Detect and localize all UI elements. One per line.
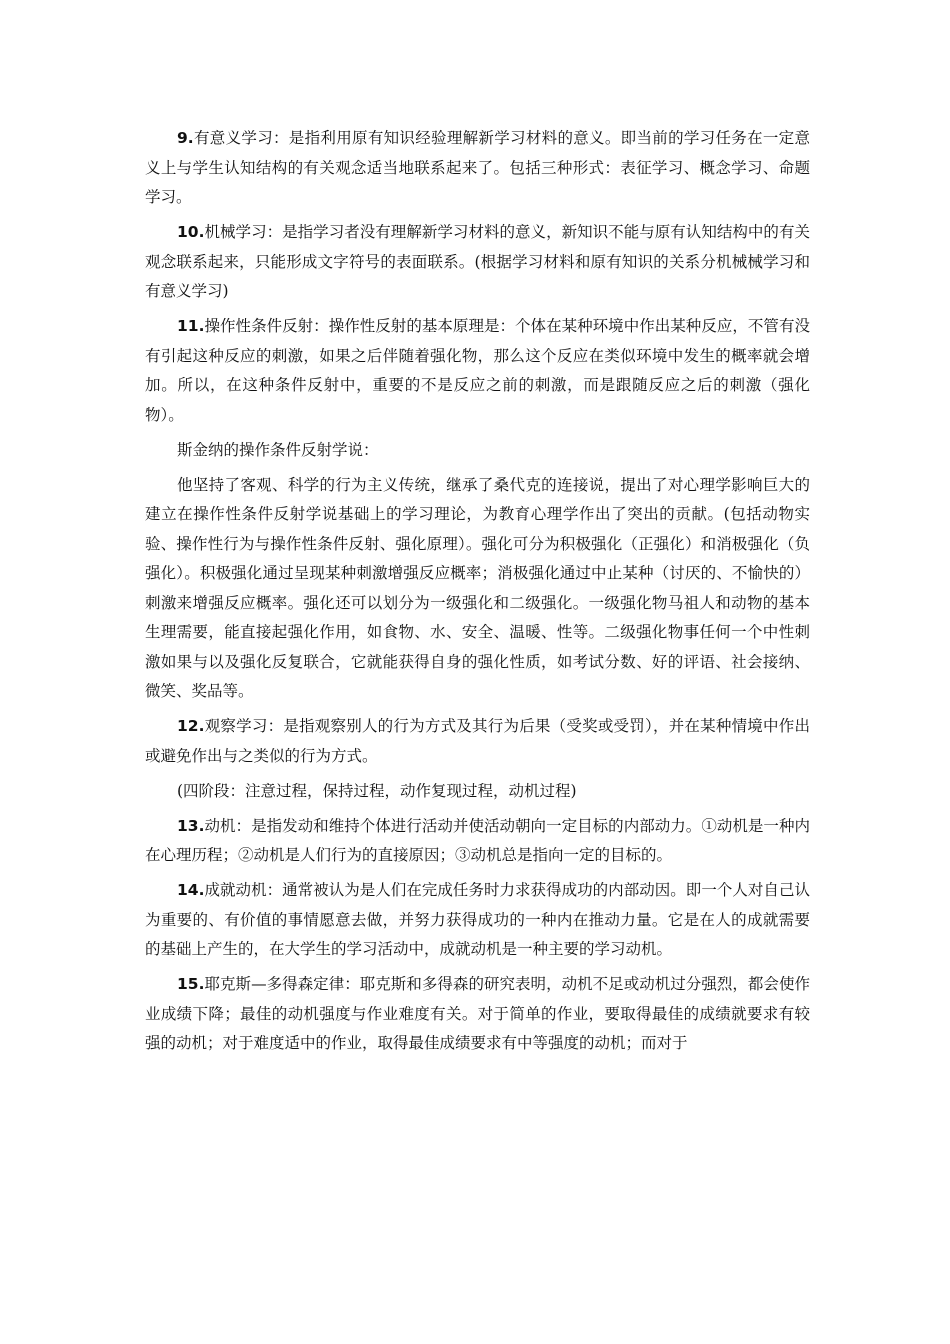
paragraph-text: 观察学习：是指观察别人的行为方式及其行为后果（受奖或受罚），并在某种情境中作出或避免作出与之类似的行为方式。 [145,717,810,765]
paragraph-text: 斯金纳的操作条件反射学说： [177,440,379,459]
paragraph-text: 耶克斯—多得森定律：耶克斯和多得森的研究表明，动机不足或动机过分强烈，都会使作业成绩下降；最佳的动机强度与作业难度有关。对于简单的作业，要取得最佳的成绩就要求有较强的动机；对于难度适中的作业，取得最佳成绩要求有中等强度的动机；而对于 [145,975,810,1052]
paragraph-12 [145,712,810,771]
paragraph-text: 动机：是指发动和维持个体进行活动并使活动朝向一定目标的内部动力。①动机是一种内在心理历程；②动机是人们行为的直接原因；③动机总是指向一定的目标的。 [145,816,810,864]
paragraph-text: 成就动机：通常被认为是人们在完成任务时力求获得成功的内部动因。即一个人对自己认为重要的、有价值的事情愿意去做，并努力获得成功的一种内在推动力量。它是在人的成就需要的基础上产生的，在大学生的学习活动中，成就动机是一种主要的学习动机。 [145,881,810,958]
paragraph-text: (四阶段：注意过程，保持过程，动作复现过程，动机过程) [177,781,577,800]
paragraph-text: 他坚持了客观、科学的行为主义传统，继承了桑代克的连接说，提出了对心理学影响巨大的建立在操作性条件反射学说基础上的学习理论，为教育心理学作出了突出的贡献。(包括动物实验、操作性行为与操作性条件反射、强化原理）。强化可分为积极强化（正强化）和消极强化（负强化）。积极强化通过呈现某种刺激增强反应概率；消极强化通过中止某种（讨厌的、不愉快的）刺激来增强反应概率。强化还可以划分为一级强化和二级强化。一级强化物马祖人和动物的基本生理需要，能直接起强化作用，如食物、水、安全、温暖、性等。二级强化物事任何一个中性刺激如果与以及强化反复联合，它就能获得自身的强化性质，如考试分数、好的评语、社会接纳、微笑、奖品等。 [145,475,810,700]
item-number: 10. [177,223,205,241]
paragraph-13 [145,812,810,871]
paragraph-9 [145,124,810,213]
item-number: 13. [177,816,205,835]
paragraph-14 [145,876,810,965]
paragraph-skinner-body [145,471,810,707]
paragraph-11 [145,312,810,430]
item-number: 15. [177,975,205,993]
paragraph-text: 有意义学习：是指利用原有知识经验理解新学习材料的意义。即当前的学习任务在一定意义上与学生认知结构的有关观念适当地联系起来了。包括三种形式：表征学习、概念学习、命题学习。 [145,129,810,206]
item-number: 11. [177,317,205,335]
item-number: 9. [177,129,194,147]
paragraph-15 [145,970,810,1059]
item-number: 14. [177,881,205,899]
document-body [145,124,810,1064]
paragraph-four-stages [145,777,810,807]
item-number: 12. [177,717,205,735]
paragraph-10 [145,218,810,307]
paragraph-text: 机械学习：是指学习者没有理解新学习材料的意义，新知识不能与原有认知结构中的有关观念联系起来，只能形成文字符号的表面联系。(根据学习材料和原有知识的关系分机械械学习和有意义学习) [145,223,810,300]
paragraph-skinner-heading [145,436,810,466]
paragraph-text: 操作性条件反射：操作性反射的基本原理是：个体在某种环境中作出某种反应，不管有没有引起这种反应的刺激，如果之后伴随着强化物，那么这个反应在类似环境中发生的概率就会增加。所以，在这种条件反射中，重要的不是反应之前的刺激，而是跟随反应之后的刺激（强化物）。 [145,317,810,424]
